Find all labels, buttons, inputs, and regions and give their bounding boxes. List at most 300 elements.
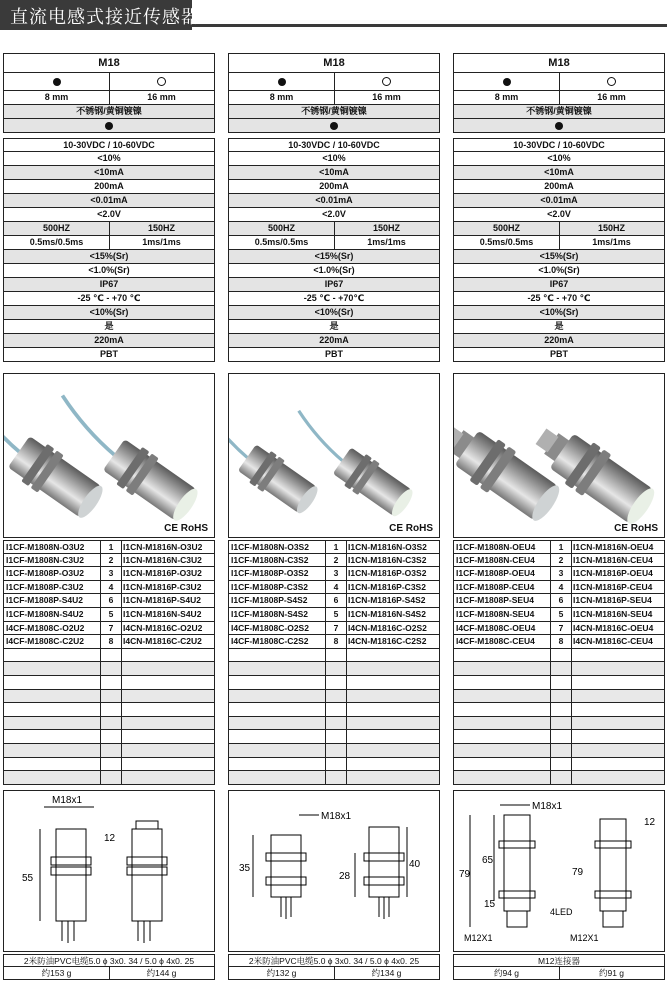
wiring-number: 1: [100, 541, 122, 553]
dim-total: 40: [409, 859, 421, 870]
model-flush: I4CF-M1808C-C2S2: [231, 636, 309, 647]
dim-thread: M18x1: [321, 811, 352, 822]
load-current-row-value: 200mA: [544, 181, 574, 191]
connector-left: M12X1: [464, 933, 493, 943]
model-flush: I1CF-M1808N-S4U2: [6, 608, 84, 619]
voltage-value: 10-30VDC / 10-60VDC: [288, 140, 380, 150]
response-time-row-right: 1ms/1ms: [142, 237, 181, 247]
dim-total: 79: [459, 869, 471, 880]
table-row: [3, 622, 215, 636]
response-time-row-left: 0.5ms/0.5ms: [229, 236, 335, 249]
temp-drift-row: [3, 306, 215, 320]
wiring-number: 2: [550, 554, 572, 567]
model-flush: I1CF-M1808N-SEU4: [456, 608, 535, 619]
table-row-empty: [228, 730, 440, 744]
wiring-number: 7: [100, 622, 122, 635]
cable-row: [228, 954, 440, 967]
sensor-column: [228, 53, 440, 978]
short-protect-row: [228, 320, 440, 334]
weight-left: 约94 g: [454, 967, 560, 979]
material-row: [453, 105, 665, 119]
table-row: [453, 594, 665, 608]
housing-row-value: PBT: [550, 349, 568, 359]
table-row: [3, 554, 215, 568]
cable-row: [3, 954, 215, 967]
mounting-row: [453, 73, 665, 91]
table-row: [228, 635, 440, 649]
table-row-empty: [453, 703, 665, 717]
consumption-row: [228, 166, 440, 180]
temp-drift-row-value: <10%(Sr): [314, 307, 354, 317]
consumption-row: [3, 166, 215, 180]
table-row-empty: [453, 690, 665, 704]
model-nonflush: I1CN-M1816P-O3S2: [348, 568, 427, 579]
housing-row: [228, 348, 440, 362]
consumption-row-value: <10mA: [319, 167, 349, 177]
model-flush: I1CF-M1808N-O3S2: [231, 542, 309, 552]
short-protect-row: [453, 320, 665, 334]
footer-table: [453, 954, 665, 980]
table-row-empty: [3, 690, 215, 704]
cert-marks: CE RoHS: [164, 523, 208, 534]
model-flush: I4CF-M1808C-C2U2: [6, 636, 84, 647]
repeat-accuracy-row-value: <1.0%(Sr): [88, 265, 130, 275]
load-current-row-value: 200mA: [319, 181, 349, 191]
model-nonflush: I4CN-M1816C-C2U2: [123, 636, 202, 647]
distance-row: [3, 91, 215, 105]
table-row-empty: [453, 676, 665, 690]
table-row-empty: [228, 703, 440, 717]
dim-protrude: 12: [104, 833, 116, 844]
hysteresis-row: [228, 250, 440, 264]
model-nonflush: I1CN-M1816P-OEU4: [573, 568, 653, 579]
table-row-empty: [453, 758, 665, 772]
size-row: [453, 53, 665, 73]
wiring-number: 8: [550, 635, 572, 648]
model-nonflush: I1CN-M1816P-CEU4: [573, 581, 653, 592]
model-flush: I1CF-M1808P-OEU4: [456, 568, 535, 579]
frequency-row: [3, 222, 215, 236]
nonflush-ring-icon: [559, 73, 664, 90]
table-row: [228, 540, 440, 554]
ripple-row-value: <10%: [97, 153, 121, 163]
model-flush: I1CF-M1808P-S4U2: [6, 595, 84, 606]
table-row-empty: [453, 649, 665, 663]
distance-row-left: 8 mm: [4, 91, 110, 104]
temperature-row-value: -25 ℃ - +70 ℃: [77, 293, 141, 303]
voltage-row: [453, 138, 665, 152]
protection-row: [453, 278, 665, 292]
page-header: [0, 0, 667, 30]
temperature-row: [228, 292, 440, 306]
table-row-empty: [453, 771, 665, 785]
load-current-row: [453, 180, 665, 194]
residual-current-row: [228, 194, 440, 208]
table-row: [453, 567, 665, 581]
short-current-row: [228, 334, 440, 348]
model-nonflush: I1CN-M1816N-CEU4: [573, 554, 653, 565]
size-label: M18: [323, 57, 345, 69]
table-row-empty: [3, 730, 215, 744]
cable-spec: 2米防油PVC电缆5.0 ϕ 3x0. 34 / 5.0 ϕ 4x0. 25: [23, 956, 195, 966]
dim-thread: M18x1: [52, 795, 83, 806]
model-nonflush: I1CN-M1816P-C3U2: [123, 581, 202, 592]
size-label: M18: [98, 57, 120, 69]
frequency-row: [453, 222, 665, 236]
temp-drift-row-value: <10%(Sr): [539, 307, 579, 317]
model-flush: I1CF-M1808P-C3S2: [231, 581, 309, 592]
cable-spec: M12连接器: [537, 956, 581, 966]
material-row-value: 不锈钢/黄铜镀镍: [76, 106, 142, 116]
load-current-row: [228, 180, 440, 194]
ripple-row: [3, 152, 215, 166]
material-symbol-row: [3, 119, 215, 133]
weight-row: [453, 967, 665, 980]
table-row-empty: [3, 771, 215, 785]
voltage-drop-row-value: <2.0V: [322, 209, 346, 219]
model-nonflush: I4CN-M1816C-O2S2: [348, 622, 427, 633]
short-protect-row: [3, 320, 215, 334]
model-nonflush: I1CN-M1816P-O3U2: [123, 568, 202, 579]
weight-right: 约134 g: [371, 968, 402, 978]
temp-drift-row: [453, 306, 665, 320]
table-row-empty: [453, 662, 665, 676]
dim-connector: 15: [484, 899, 496, 910]
model-flush: I1CF-M1808P-O3U2: [6, 568, 84, 579]
table-row: [228, 581, 440, 595]
hysteresis-row-value: <15%(Sr): [539, 251, 579, 261]
weight-row: [228, 967, 440, 980]
wiring-number: 3: [325, 567, 347, 580]
dimension-svg: [4, 791, 214, 951]
residual-current-row: [3, 194, 215, 208]
wiring-number: 6: [100, 594, 122, 607]
short-current-row-value: 220mA: [319, 335, 349, 345]
product-photo: [228, 373, 440, 538]
table-row-empty: [3, 676, 215, 690]
frequency-row-left: 500HZ: [229, 222, 335, 235]
table-row-empty: [228, 717, 440, 731]
model-nonflush: I1CN-M1816P-S4U2: [123, 595, 201, 606]
model-flush: I4CF-M1808C-OEU4: [456, 622, 536, 633]
material-row: [228, 105, 440, 119]
model-nonflush: I1CN-M1816N-O3S2: [348, 542, 427, 552]
voltage-drop-row-value: <2.0V: [97, 209, 121, 219]
repeat-accuracy-row-value: <1.0%(Sr): [313, 265, 355, 275]
table-row-empty: [228, 676, 440, 690]
housing-row-value: PBT: [100, 349, 118, 359]
repeat-accuracy-row: [3, 264, 215, 278]
frequency-row-right: 150HZ: [147, 223, 175, 233]
model-nonflush: I1CN-M1816P-C3S2: [348, 581, 426, 592]
table-row-empty: [3, 758, 215, 772]
ripple-row-value: <10%: [322, 153, 346, 163]
dim-thread-length: 28: [339, 871, 351, 882]
model-nonflush: I1CN-M1816N-C3S2: [348, 554, 427, 565]
wiring-number: 6: [325, 594, 347, 607]
voltage-drop-row: [3, 208, 215, 222]
table-row: [453, 540, 665, 554]
size-label: M18: [548, 57, 570, 69]
table-row: [453, 554, 665, 568]
wiring-number: 2: [325, 554, 347, 567]
voltage-row: [228, 138, 440, 152]
model-nonflush: I1CN-M1816N-S4S2: [348, 608, 426, 619]
voltage-drop-row: [228, 208, 440, 222]
material-symbol-row: [453, 119, 665, 133]
material-dot-icon: [330, 120, 338, 130]
model-flush: I1CF-M1808N-C3U2: [6, 554, 84, 565]
dimension-drawing: [228, 790, 440, 952]
material-dot-icon: [105, 120, 113, 130]
weight-right: 约91 g: [598, 968, 625, 978]
distance-row-left: 8 mm: [229, 91, 335, 104]
table-row-empty: [228, 758, 440, 772]
repeat-accuracy-row: [453, 264, 665, 278]
response-time-row: [3, 236, 215, 250]
table-row: [228, 622, 440, 636]
table-row-empty: [228, 649, 440, 663]
model-flush: I1CF-M1808P-S4S2: [231, 595, 308, 606]
distance-row-right: 16 mm: [372, 92, 401, 102]
model-flush: I4CF-M1808C-CEU4: [456, 636, 535, 647]
distance-row: [228, 91, 440, 105]
model-nonflush: I4CN-M1816C-CEU4: [573, 636, 653, 647]
dim-length: 35: [239, 863, 251, 874]
dim-length: 55: [22, 873, 34, 884]
short-current-row-value: 220mA: [94, 335, 124, 345]
material-symbol-row: [228, 119, 440, 133]
table-row-empty: [3, 649, 215, 663]
flush-dot-icon: [4, 73, 110, 90]
table-row: [453, 622, 665, 636]
table-row: [453, 581, 665, 595]
model-flush: I1CF-M1808P-SEU4: [456, 595, 534, 606]
response-time-row: [453, 236, 665, 250]
sensor-column: [453, 53, 665, 978]
model-table: [228, 540, 440, 785]
voltage-value: 10-30VDC / 10-60VDC: [63, 140, 155, 150]
model-nonflush: I1CN-M1816N-S4U2: [123, 608, 202, 619]
flush-dot-icon: [454, 73, 560, 90]
wiring-number: 1: [325, 541, 347, 553]
model-nonflush: I1CN-M1816P-SEU4: [573, 595, 652, 606]
table-row-empty: [228, 690, 440, 704]
frequency-row-right: 150HZ: [597, 223, 625, 233]
distance-row: [453, 91, 665, 105]
protection-row-value: IP67: [99, 279, 119, 289]
weight-left: 约153 g: [4, 967, 110, 979]
short-current-row-value: 220mA: [544, 335, 574, 345]
table-row: [3, 567, 215, 581]
temp-drift-row-value: <10%(Sr): [89, 307, 129, 317]
table-row: [3, 540, 215, 554]
dimension-svg: [454, 791, 664, 951]
mounting-row: [228, 73, 440, 91]
table-row: [3, 594, 215, 608]
load-current-row: [3, 180, 215, 194]
short-protect-row-value: 是: [104, 321, 114, 331]
response-time-row-left: 0.5ms/0.5ms: [454, 236, 560, 249]
response-time-row: [228, 236, 440, 250]
frequency-row-right: 150HZ: [372, 223, 400, 233]
dim-thread: M18x1: [532, 801, 563, 812]
model-flush: I1CF-M1808N-C3S2: [231, 554, 309, 565]
cable-row: [453, 954, 665, 967]
response-time-row-right: 1ms/1ms: [367, 237, 406, 247]
response-time-row-right: 1ms/1ms: [592, 237, 631, 247]
model-flush: I1CF-M1808N-O3U2: [6, 542, 85, 552]
model-table: [453, 540, 665, 785]
residual-current-row-value: <0.01mA: [540, 195, 578, 205]
repeat-accuracy-row: [228, 264, 440, 278]
product-photo: [453, 373, 665, 538]
footer-table: [228, 954, 440, 980]
short-protect-row-value: 是: [329, 321, 339, 331]
protection-row-value: IP67: [324, 279, 344, 289]
table-row: [453, 635, 665, 649]
dim-body: 65: [482, 855, 494, 866]
temperature-row-value: -25 ℃ - +70℃: [303, 293, 365, 303]
voltage-drop-row: [453, 208, 665, 222]
dim-total-right: 79: [572, 867, 584, 878]
short-current-row: [3, 334, 215, 348]
dimension-drawing: [3, 790, 215, 952]
model-flush: I4CF-M1808C-O2U2: [6, 622, 85, 633]
header-rule: [192, 24, 667, 27]
ripple-row: [228, 152, 440, 166]
wiring-number: 8: [100, 635, 122, 648]
sensor-photo-illustration: [4, 374, 214, 537]
residual-current-row: [453, 194, 665, 208]
model-nonflush: I1CN-M1816N-SEU4: [573, 608, 653, 619]
table-row-empty: [228, 662, 440, 676]
cable-spec: 2米防油PVC电缆5.0 ϕ 3x0. 34 / 5.0 ϕ 4x0. 25: [248, 956, 420, 966]
distance-row-right: 16 mm: [597, 92, 626, 102]
weight-right: 约144 g: [146, 968, 177, 978]
model-nonflush: I4CN-M1816C-C2S2: [348, 636, 427, 647]
model-nonflush: I1CN-M1816P-S4S2: [348, 595, 426, 606]
table-row: [453, 608, 665, 622]
wiring-number: 3: [550, 567, 572, 580]
wiring-number: 8: [325, 635, 347, 648]
model-flush: I1CF-M1808P-CEU4: [456, 581, 535, 592]
table-row-empty: [453, 717, 665, 731]
table-row: [228, 594, 440, 608]
table-row-empty: [228, 771, 440, 785]
mounting-row: [3, 73, 215, 91]
frequency-row-left: 500HZ: [4, 222, 110, 235]
wiring-number: 4: [100, 581, 122, 594]
wiring-number: 4: [325, 581, 347, 594]
repeat-accuracy-row-value: <1.0%(Sr): [538, 265, 580, 275]
model-nonflush: I1CN-M1816N-OEU4: [573, 542, 654, 552]
housing-row: [453, 348, 665, 362]
hysteresis-row-value: <15%(Sr): [89, 251, 129, 261]
table-row-empty: [3, 703, 215, 717]
table-row: [228, 567, 440, 581]
housing-row-value: PBT: [325, 349, 343, 359]
wiring-number: 7: [550, 622, 572, 635]
ripple-row-value: <10%: [547, 153, 571, 163]
dimension-svg: [229, 791, 439, 951]
table-row: [228, 554, 440, 568]
table-row-empty: [228, 744, 440, 758]
temperature-row: [3, 292, 215, 306]
model-nonflush: I4CN-M1816C-O2U2: [123, 622, 203, 633]
model-flush: I1CF-M1808N-OEU4: [456, 542, 536, 552]
cert-marks: CE RoHS: [389, 523, 433, 534]
temperature-row-value: -25 ℃ - +70 ℃: [527, 293, 591, 303]
led-label: 4LED: [550, 907, 573, 917]
wiring-number: 1: [550, 541, 572, 553]
frequency-row-left: 500HZ: [454, 222, 560, 235]
hysteresis-row: [453, 250, 665, 264]
sensor-photo-illustration: [454, 374, 664, 537]
protection-row: [3, 278, 215, 292]
model-flush: I4CF-M1808C-O2S2: [231, 622, 309, 633]
housing-row: [3, 348, 215, 362]
table-row-empty: [3, 744, 215, 758]
nonflush-ring-icon: [109, 73, 214, 90]
frequency-row: [228, 222, 440, 236]
sensor-photo-illustration: [229, 374, 439, 537]
consumption-row-value: <10mA: [94, 167, 124, 177]
consumption-row: [453, 166, 665, 180]
product-photo: [3, 373, 215, 538]
size-row: [3, 53, 215, 73]
protection-row-value: IP67: [549, 279, 569, 289]
consumption-row-value: <10mA: [544, 167, 574, 177]
table-row-empty: [453, 730, 665, 744]
model-flush: I1CF-M1808N-S4S2: [231, 608, 309, 619]
weight-left: 约132 g: [229, 967, 335, 979]
dimension-drawing: [453, 790, 665, 952]
nonflush-ring-icon: [334, 73, 439, 90]
hysteresis-row: [3, 250, 215, 264]
distance-row-right: 16 mm: [147, 92, 176, 102]
sensor-column: [3, 53, 215, 978]
ripple-row: [453, 152, 665, 166]
page-title: 直流电感式接近传感器: [10, 7, 200, 28]
model-nonflush: I1CN-M1816N-C3U2: [123, 554, 202, 565]
size-row: [228, 53, 440, 73]
wiring-number: 6: [550, 594, 572, 607]
wiring-number: 5: [100, 608, 122, 621]
table-row: [3, 635, 215, 649]
weight-row: [3, 967, 215, 980]
material-row: [3, 105, 215, 119]
short-protect-row-value: 是: [554, 321, 564, 331]
distance-row-left: 8 mm: [454, 91, 560, 104]
voltage-value: 10-30VDC / 10-60VDC: [513, 140, 605, 150]
wiring-number: 7: [325, 622, 347, 635]
residual-current-row-value: <0.01mA: [315, 195, 353, 205]
material-dot-icon: [555, 120, 563, 130]
voltage-row: [3, 138, 215, 152]
footer-table: [3, 954, 215, 980]
temperature-row: [453, 292, 665, 306]
model-flush: I1CF-M1808N-CEU4: [456, 554, 535, 565]
temp-drift-row: [228, 306, 440, 320]
wiring-number: 5: [550, 608, 572, 621]
hysteresis-row-value: <15%(Sr): [314, 251, 354, 261]
model-flush: I1CF-M1808P-C3U2: [6, 581, 84, 592]
load-current-row-value: 200mA: [94, 181, 124, 191]
table-row-empty: [3, 662, 215, 676]
voltage-drop-row-value: <2.0V: [547, 209, 571, 219]
residual-current-row-value: <0.01mA: [90, 195, 128, 205]
